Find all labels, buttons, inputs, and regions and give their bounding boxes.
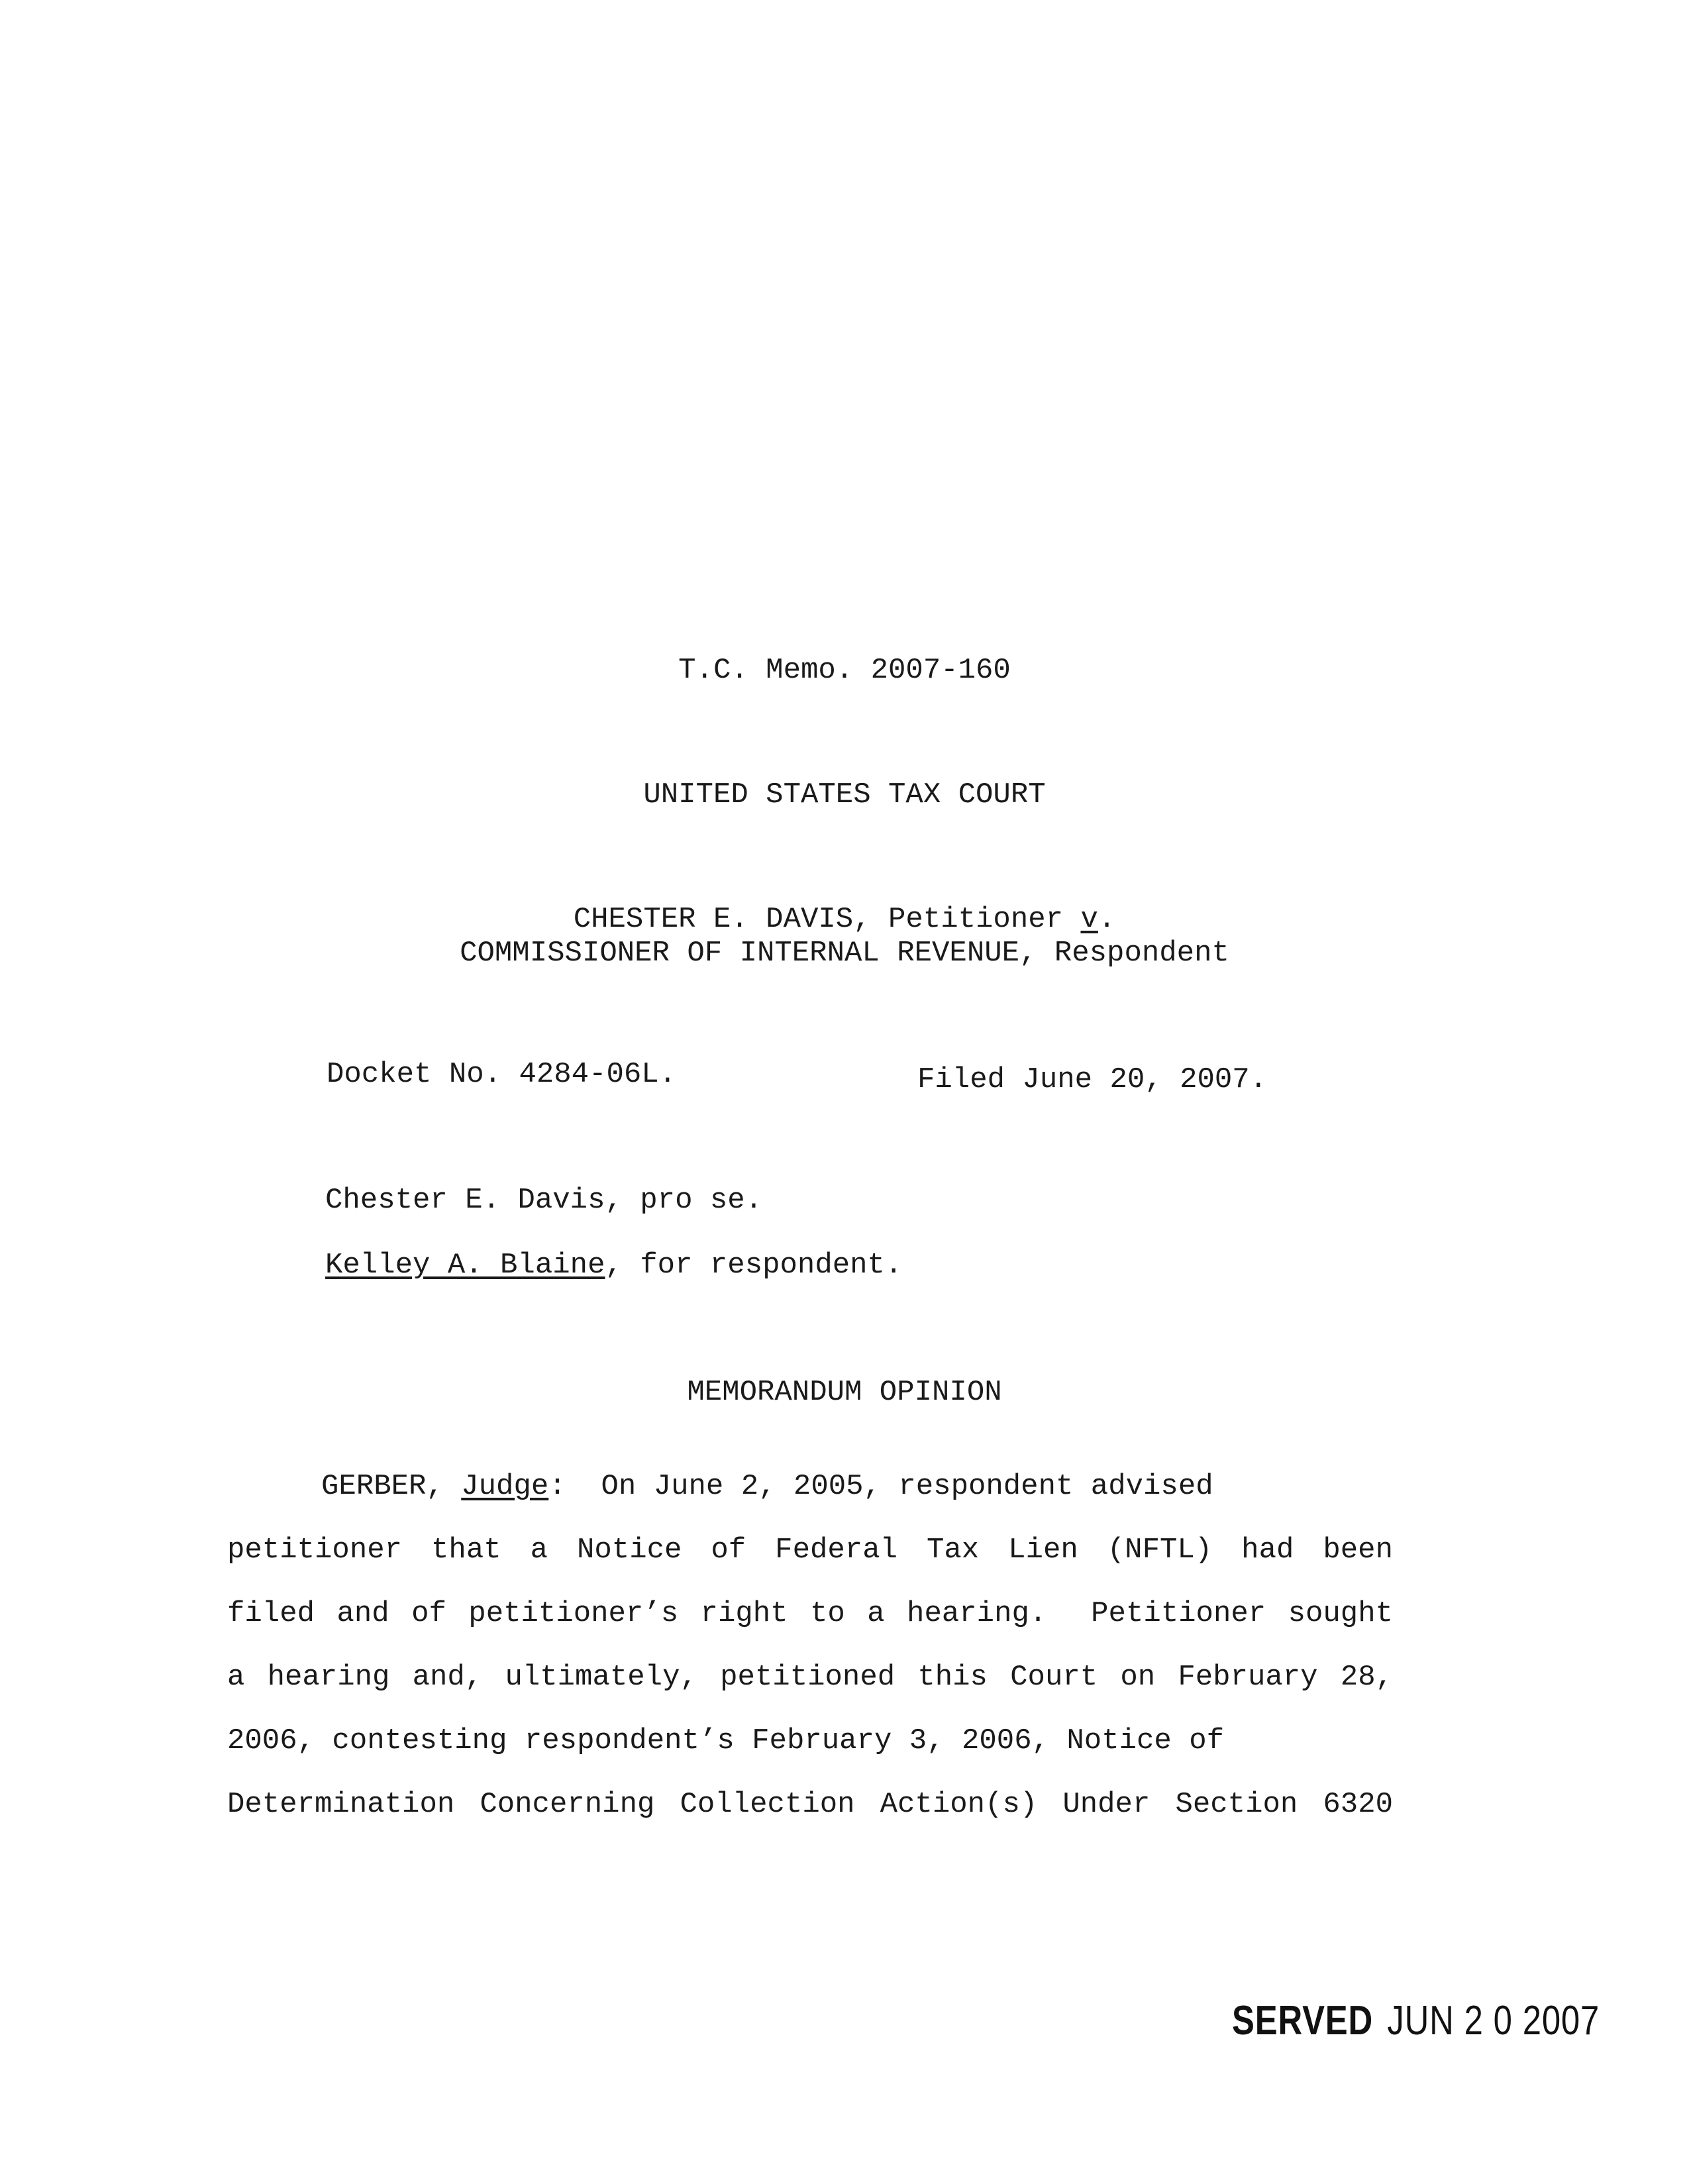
served-stamp (1232, 1998, 1600, 2044)
opinion-line: filed and of petitioner’s right to a hearing. Petitioner sought (227, 1597, 1393, 1630)
caption-respondent: COMMISSIONER OF INTERNAL REVENUE, Respondent (460, 937, 1229, 970)
opinion-first-line (321, 1472, 1213, 1501)
opinion-line: a hearing and, ultimately, petitioned this Court on February 28, (227, 1661, 1393, 1694)
caption-petitioner (0, 905, 1689, 934)
judge-name: GERBER, (321, 1470, 462, 1503)
opinion-heading: MEMORANDUM OPINION (687, 1376, 1002, 1409)
versus-period: . (1098, 903, 1116, 936)
appearance-respondent (325, 1251, 902, 1280)
opinion-line: Determination Concerning Collection Action(s) Under Section 6320 (227, 1788, 1393, 1821)
court-name: UNITED STATES TAX COURT (643, 778, 1046, 811)
docket-number: Docket No. 4284-06L. (327, 1058, 677, 1091)
respondent-counsel-suffix: , for respondent. (605, 1249, 903, 1282)
opinion-first-line-text: : On June 2, 2005, respondent advised (548, 1470, 1213, 1503)
opinion-line: 2006, contesting respondent’s February 3, 2006, Notice of (227, 1724, 1225, 1757)
served-label: SERVED (1232, 1998, 1374, 2044)
served-date: JUN 2 0 2007 (1387, 1998, 1600, 2044)
memo-number: T.C. Memo. 2007-160 (678, 654, 1011, 687)
versus-abbreviation: v (1080, 903, 1098, 936)
opinion-line: petitioner that a Notice of Federal Tax Lien (NFTL) had been (227, 1534, 1393, 1567)
petitioner-name: CHESTER E. DAVIS, Petitioner (573, 903, 1081, 936)
judge-title: Judge (461, 1470, 549, 1503)
respondent-counsel-name: Kelley A. Blaine (325, 1249, 605, 1282)
filed-date: Filed June 20, 2007. (917, 1063, 1268, 1096)
appearance-petitioner: Chester E. Davis, pro se. (325, 1184, 763, 1217)
